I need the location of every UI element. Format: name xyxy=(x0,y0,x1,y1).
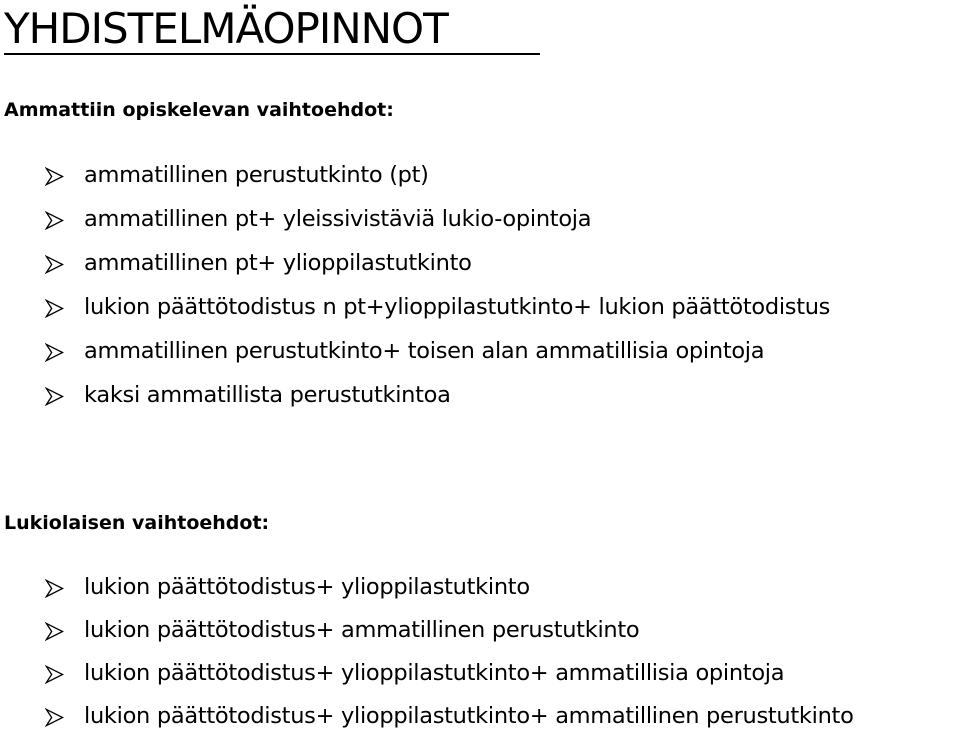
section-heading-ammattiin: Ammattiin opiskelevan vaihtoehdot: xyxy=(4,99,394,121)
arrowhead-bullet-icon xyxy=(45,387,64,406)
list-item xyxy=(0,615,854,658)
list-item-text: lukion päättötodistus+ ammatillinen perustutkinto xyxy=(84,617,640,643)
list-item xyxy=(0,204,830,248)
arrowhead-bullet-icon xyxy=(45,579,64,598)
list-item xyxy=(0,658,854,701)
list-ammattiin-options xyxy=(0,160,830,424)
arrowhead-bullet-icon xyxy=(45,343,64,362)
list-item-text: lukion päättötodistus+ ylioppilastutkinto+ ammatillisia opintoja xyxy=(84,660,785,686)
arrowhead-bullet-icon xyxy=(45,211,64,230)
list-item xyxy=(0,292,830,336)
arrowhead-bullet-icon xyxy=(45,255,64,274)
list-item-text: kaksi ammatillista perustutkintoa xyxy=(84,382,451,408)
section-heading-lukiolaisen: Lukiolaisen vaihtoehdot: xyxy=(4,512,270,534)
page-title: YHDISTELMÄOPINNOT xyxy=(4,4,448,53)
list-item-text: ammatillinen pt+ yleissivistäviä lukio-opintoja xyxy=(84,206,592,232)
list-item xyxy=(0,336,830,380)
arrowhead-bullet-icon xyxy=(45,665,64,684)
arrowhead-bullet-icon xyxy=(45,708,64,727)
list-item xyxy=(0,380,830,424)
list-lukiolaisen-options xyxy=(0,572,854,744)
list-item-text: ammatillinen pt+ ylioppilastutkinto xyxy=(84,250,472,276)
arrowhead-bullet-icon xyxy=(45,622,64,641)
list-item-text: ammatillinen perustutkinto (pt) xyxy=(84,162,429,188)
list-item xyxy=(0,160,830,204)
list-item xyxy=(0,572,854,615)
list-item-text: ammatillinen perustutkinto+ toisen alan ammatillisia opintoja xyxy=(84,338,765,364)
title-underline xyxy=(4,53,540,55)
list-item xyxy=(0,701,854,744)
list-item-text: lukion päättötodistus+ ylioppilastutkinto+ ammatillinen perustutkinto xyxy=(84,703,854,729)
arrowhead-bullet-icon xyxy=(45,299,64,318)
list-item-text: lukion päättötodistus n pt+ylioppilastutkinto+ lukion päättötodistus xyxy=(84,294,831,320)
arrowhead-bullet-icon xyxy=(45,167,64,186)
list-item-text: lukion päättötodistus+ ylioppilastutkinto xyxy=(84,574,530,600)
list-item xyxy=(0,248,830,292)
